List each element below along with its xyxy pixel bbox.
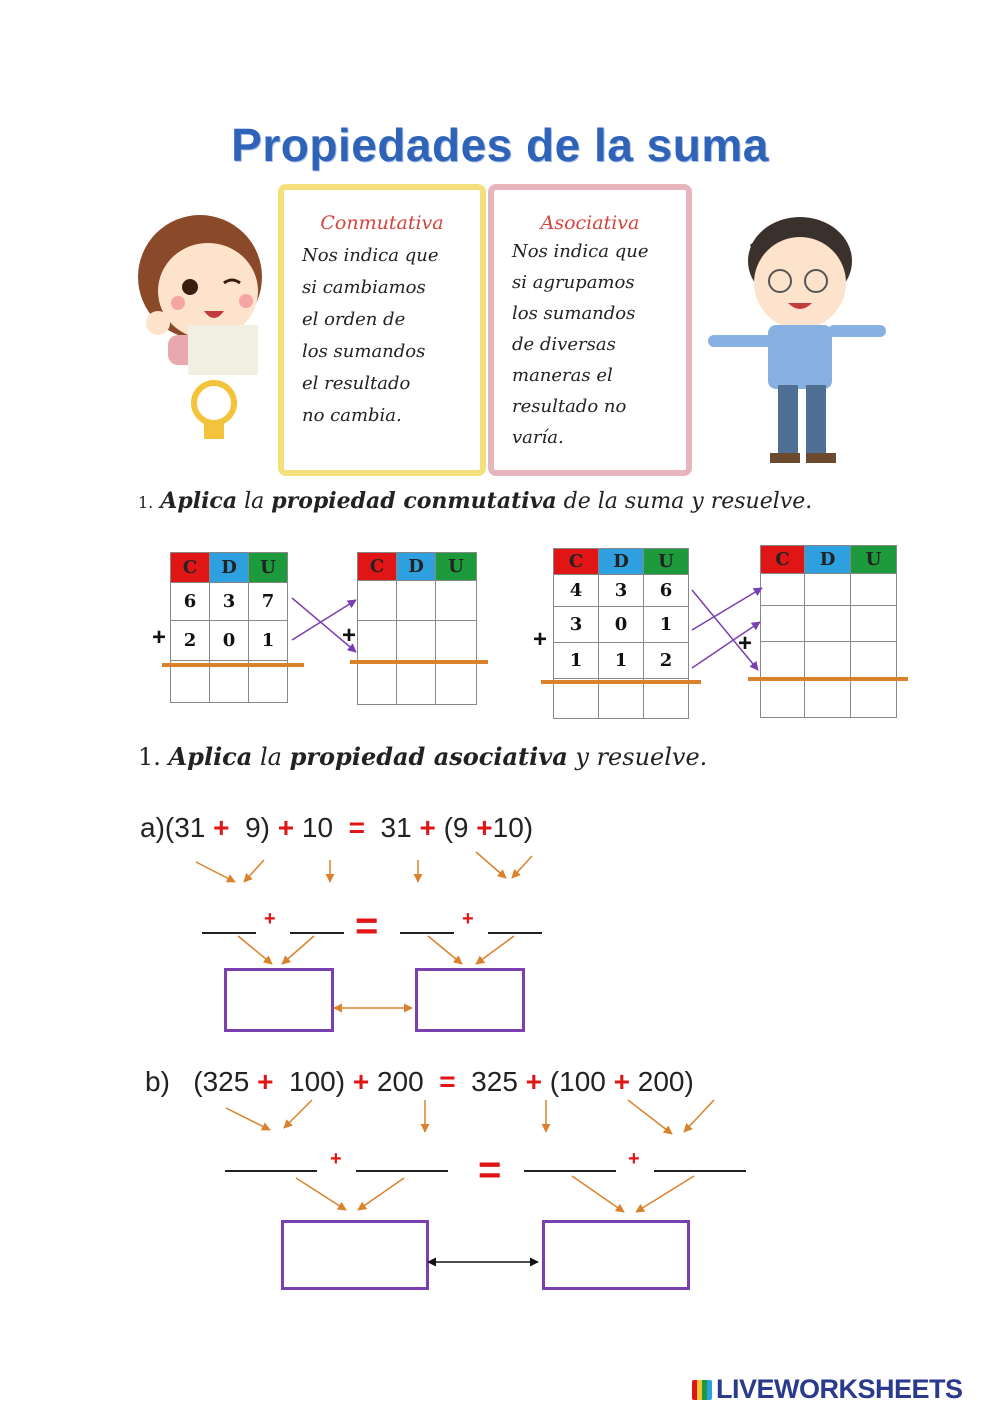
expr-part: (325 — [193, 1066, 258, 1097]
card-line: Nos indica que — [512, 241, 649, 262]
guide-arrows — [0, 800, 1000, 1300]
expr-operator: + — [419, 812, 436, 843]
plus-sign: + — [533, 626, 548, 653]
expr-part: 10) — [492, 812, 534, 843]
card-line: resultado no — [512, 396, 627, 417]
cell: 7 — [249, 583, 288, 621]
equals-sign: = — [478, 1148, 502, 1192]
expr-part: 200 — [369, 1066, 440, 1097]
expr-label: a) — [140, 812, 165, 843]
header-c: C — [358, 553, 397, 581]
card-line: el resultado — [302, 373, 411, 394]
expr-operator: + — [213, 812, 230, 843]
card-line: Nos indica que — [302, 245, 439, 266]
instruction-word: Aplica — [168, 742, 253, 771]
liveworksheets-icon — [692, 1380, 712, 1400]
plus-sign: + — [628, 1148, 640, 1170]
card-line: los sumandos — [512, 303, 636, 324]
cell: 3 — [599, 575, 644, 607]
header-u: U — [436, 553, 477, 581]
expr-label: b) — [145, 1066, 170, 1097]
card-line: el orden de — [302, 309, 406, 330]
instruction-word: la — [244, 489, 265, 514]
cell: 1 — [249, 621, 288, 661]
cell: 2 — [171, 621, 210, 661]
instruction-keyword: propiedad asociativa — [289, 742, 568, 771]
instruction-keyword: propiedad conmutativa — [271, 488, 557, 514]
cell: 0 — [210, 621, 249, 661]
expr-operator: = — [439, 1066, 456, 1097]
expr-operator: + — [352, 1066, 370, 1097]
plus-sign: + — [342, 622, 357, 649]
header-d: D — [397, 553, 436, 581]
header-d: D — [599, 549, 644, 575]
card-line: maneras el — [512, 365, 613, 386]
cell: 4 — [554, 575, 599, 607]
cell: 2 — [644, 643, 689, 679]
plus-sign: + — [264, 908, 276, 930]
card-line: varía. — [512, 427, 564, 448]
cell: 3 — [210, 583, 249, 621]
instruction-word: de la suma y resuelve. — [563, 489, 813, 514]
plus-sign: + — [330, 1148, 342, 1170]
header-u: U — [851, 546, 897, 574]
cell: 3 — [554, 607, 599, 643]
header-c: C — [171, 553, 210, 583]
expr-part: 31 — [364, 812, 420, 843]
card-line: no cambia. — [302, 405, 402, 426]
cell: 1 — [644, 607, 689, 643]
expr-operator: + — [277, 812, 295, 843]
liveworksheets-logo — [692, 1374, 963, 1405]
expr-part: 100) — [273, 1066, 353, 1097]
card-line: si agrupamos — [512, 272, 635, 293]
header-u: U — [644, 549, 689, 575]
conmutativa-title: Conmutativa — [320, 212, 444, 234]
cell: 6 — [644, 575, 689, 607]
instruction-word: Aplica — [160, 488, 238, 514]
expr-part: 9) — [229, 812, 278, 843]
plus-sign: + — [152, 624, 167, 651]
expr-part: 325 — [455, 1066, 526, 1097]
expr-operator: + — [476, 812, 493, 843]
cell: 0 — [599, 607, 644, 643]
expr-operator: = — [348, 812, 365, 843]
expr-operator: + — [257, 1066, 274, 1097]
logo-text: LIVEWORKSHEETS — [716, 1374, 963, 1404]
cell: 1 — [599, 643, 644, 679]
header-d: D — [805, 546, 851, 574]
header-d: D — [210, 553, 249, 583]
expr-part: 200) — [630, 1066, 694, 1097]
header-c: C — [761, 546, 805, 574]
plus-sign: + — [462, 908, 474, 930]
equals-sign: = — [355, 904, 379, 948]
instruction-word: y resuelve. — [575, 743, 708, 771]
instruction-number: 1. — [138, 743, 161, 771]
header-c: C — [554, 549, 599, 575]
cell: 6 — [171, 583, 210, 621]
plus-sign: + — [738, 630, 753, 657]
expr-part: 10 — [294, 812, 349, 843]
expr-part: (31 — [164, 812, 214, 843]
page-title: Propiedades de la suma — [231, 119, 769, 171]
card-line: si cambiamos — [302, 277, 426, 298]
asociativa-title: Asociativa — [540, 212, 640, 234]
card-line: los sumandos — [302, 341, 426, 362]
expr-operator: + — [525, 1066, 543, 1097]
instruction-word: la — [260, 743, 282, 771]
instruction-asociativa — [138, 742, 707, 771]
expr-part: (9 — [435, 812, 477, 843]
card-line: de diversas — [512, 334, 616, 355]
instruction-number: 1. — [138, 493, 154, 512]
expr-operator: + — [613, 1066, 630, 1097]
header-u: U — [249, 553, 288, 583]
cell: 1 — [554, 643, 599, 679]
expr-part: (100 — [542, 1066, 614, 1097]
